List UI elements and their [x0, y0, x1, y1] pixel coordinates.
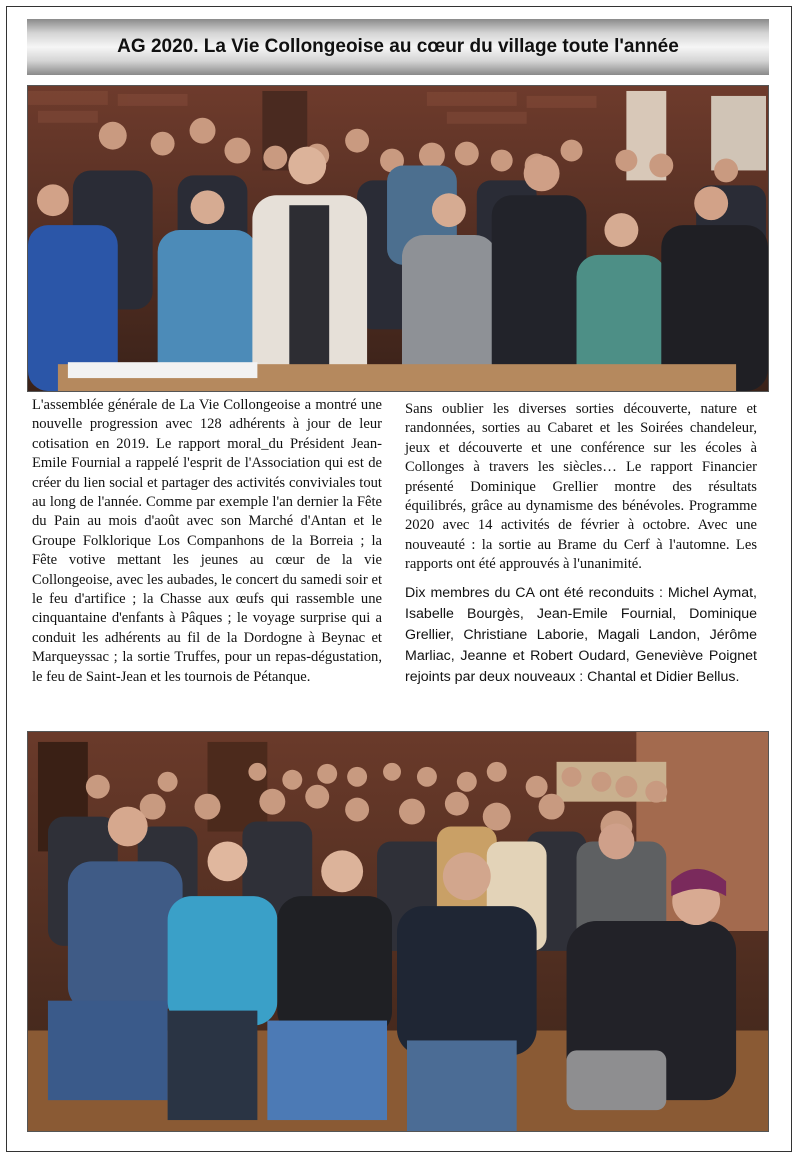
article-paragraph-1: L'assemblée générale de La Vie Collongeoise a montré une nouvelle progression avec 128 adhérents à jour de leur cotisation en 2019. Le rapport moral_du Président Jean-Emile Fournial a rappelé l'esprit de l'Association qui est de créer du lien social et partager des activités conviviales tout au long de l'année. Comme par exemple l'an dernier la Fête du Pain au mois d'août avec son Marché d'Antan et le Groupe Folklorique Los Companhons de la Borreia ; la Fête votive mettant les jeunes au cœur de la vie Collongeoise, avec les aubades, le concert du samedi soir et le feu d'artifice ; la Chasse aux œufs qui rassemble une cinquantaine d'enfants à Pâques ; le voyage surprise qui a conduit les adhérents au fil de la Dordogne à Beynac et Marqueyssac ; la sortie Truffes, pour un repas-dégustation, le feu de Saint-Jean et les tournois de Pétanque.	[32, 397, 382, 685]
audience-photo-image	[28, 732, 768, 1131]
article-right-column	[405, 400, 757, 688]
article-left-column	[32, 396, 382, 687]
group-photo	[27, 85, 769, 392]
page-title: AG 2020. La Vie Collongeoise au cœur du village toute l'année	[117, 36, 679, 57]
title-banner	[27, 19, 769, 75]
group-photo-image	[28, 86, 768, 391]
article-paragraph-2: Sans oublier les diverses sorties découverte, nature et randonnées, sorties au Cabaret et les Soirées chandeleur, jeux et découverte et une conférence sur les écoles à Collonges à travers les siècles… Le rapport Financier présenté Dominique Grellier montre des résultats équilibrés, grâce au dynamisme des bénévoles. Programme 2020 avec 14 activités de février à octobre. Avec une nouveauté : la sortie au Brame du Cerf à l'automne. Les rapports ont été approuvés à l'unanimité.	[405, 401, 757, 573]
audience-photo	[27, 731, 769, 1132]
board-members-paragraph: Dix membres du CA ont été reconduits : Michel Aymat, Isabelle Bourgès, Jean-Emile Fournial, Dominique Grellier, Christiane Laborie, Magali Landon, Jérôme Marliac, Jeanne et Robert Oudard, Geneviève Poignet rejoints par deux nouveaux : Chantal et Didier Bellus.	[405, 584, 757, 685]
